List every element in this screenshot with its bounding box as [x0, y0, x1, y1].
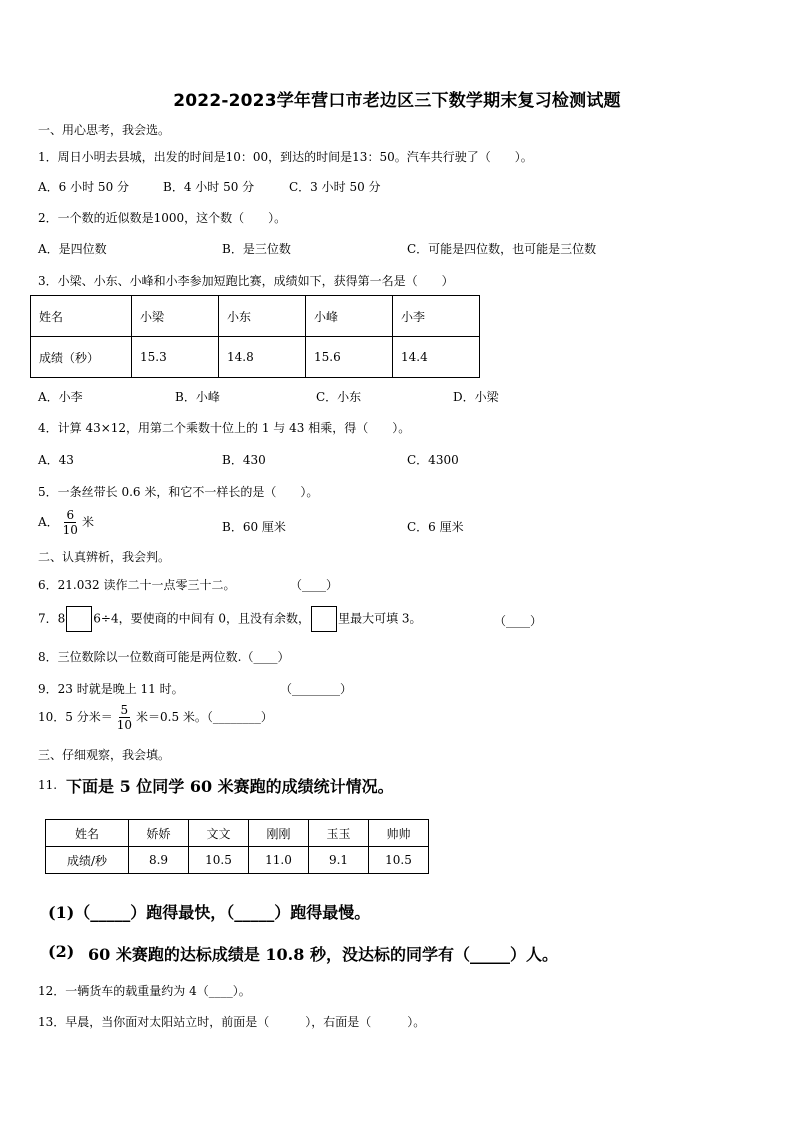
q7-middle: 6÷4，要使商的中间有 0，且没有余数， [93, 611, 311, 626]
question-2: 2．一个数的近似数是1000，这个数（ ）。 [38, 211, 287, 225]
table-cell: 8.9 [129, 847, 189, 874]
q2-option-b: B．是三位数 [222, 242, 291, 256]
q3-option-b: B．小峰 [175, 390, 220, 404]
q6-answer-paren: （____） [290, 578, 339, 592]
table-cell: 14.4 [393, 337, 480, 378]
fraction-denominator: 10 [62, 523, 78, 537]
question-13: 13．早晨，当你面对太阳站立时，前面是（ ），右面是（ ）。 [38, 1015, 426, 1029]
table-row [31, 296, 480, 337]
q5-option-c: C．6 厘米 [407, 520, 464, 534]
table-row [46, 847, 429, 874]
table-cell: 玉玉 [309, 820, 369, 847]
q9-answer-paren: （________） [280, 682, 353, 696]
question-5: 5．一条丝带长 0.6 米，和它不一样长的是（ ）。 [38, 485, 319, 499]
table-cell: 小李 [393, 296, 480, 337]
table-cell: 帅帅 [369, 820, 429, 847]
table-cell: 娇娇 [129, 820, 189, 847]
q11-score-table [45, 819, 429, 874]
q4-option-b: B．430 [222, 453, 266, 467]
table-cell: 小东 [219, 296, 306, 337]
table-cell: 姓名 [31, 296, 132, 337]
section-3-heading: 三、仔细观察，我会填。 [38, 748, 171, 762]
table-cell: 小梁 [132, 296, 219, 337]
q7-answer-paren: （____） [494, 614, 543, 628]
fraction-denominator: 10 [116, 718, 133, 732]
fraction-numerator: 5 [120, 703, 129, 717]
question-9: 9．23 时就是晚上 11 时。 [38, 682, 184, 696]
table-cell: 10.5 [369, 847, 429, 874]
table-row [46, 820, 429, 847]
table-cell: 9.1 [309, 847, 369, 874]
question-6: 6．21.032 读作二十一点零三十二。 [38, 578, 236, 592]
question-11-part-2-number: (2) [48, 942, 75, 961]
q5-option-a-unit: 米 [81, 515, 94, 529]
page-title: 2022-2023学年营口市老边区三下数学期末复习检测试题 [173, 91, 621, 111]
table-cell: 成绩（秒） [31, 337, 132, 378]
table-cell: 10.5 [189, 847, 249, 874]
blank-box [66, 606, 92, 632]
table-cell: 成绩/秒 [46, 847, 129, 874]
q5-option-a-prefix: A． [38, 515, 59, 529]
question-1: 1．周日小明去县城，出发的时间是10：00，到达的时间是13：50。汽车共行驶了（ ）。 [38, 150, 533, 164]
question-8: 8．三位数除以一位数商可能是两位数.（____） [38, 650, 290, 664]
table-cell: 15.6 [306, 337, 393, 378]
q2-option-a: A．是四位数 [38, 242, 107, 256]
question-3: 3．小梁、小东、小峰和小李参加短跑比赛，成绩如下，获得第一名是（ ） [38, 274, 454, 288]
section-1-heading: 一、用心思考，我会选。 [38, 123, 171, 137]
table-cell: 姓名 [46, 820, 129, 847]
question-11-number: 11. [38, 778, 58, 792]
question-12: 12．一辆货车的载重量约为 4（____）。 [38, 984, 251, 998]
q10-suffix: 米＝0.5 米。（________） [136, 710, 273, 724]
table-row [31, 337, 480, 378]
q7-prefix: 7．8 [38, 611, 66, 626]
table-cell: 小峰 [306, 296, 393, 337]
question-4: 4．计算 43×12，用第二个乘数十位上的 1 与 43 相乘，得（ ）。 [38, 421, 411, 435]
q4-option-a: A．43 [38, 453, 74, 467]
table-cell: 11.0 [249, 847, 309, 874]
section-2-heading: 二、认真辨析，我会判。 [38, 550, 171, 564]
q3-score-table [30, 295, 480, 378]
blank-box [311, 606, 337, 632]
q4-option-c: C．4300 [407, 453, 459, 467]
q2-option-c: C．可能是四位数，也可能是三位数 [407, 242, 597, 256]
question-11: 下面是 5 位同学 60 米赛跑的成绩统计情况。 [66, 777, 394, 796]
table-cell: 15.3 [132, 337, 219, 378]
q5-option-b: B．60 厘米 [222, 520, 286, 534]
q7-suffix: 里最大可填 3。 [338, 611, 422, 626]
fraction-numerator: 6 [66, 508, 75, 522]
question-11-part-2: 60 米赛跑的达标成绩是 10.8 秒，没达标的同学有（_____）人。 [88, 945, 558, 964]
q5-option-a [38, 508, 94, 537]
q1-option-c: C．3 小时 50 分 [289, 180, 381, 194]
table-cell: 文文 [189, 820, 249, 847]
q3-option-d: D．小梁 [453, 390, 499, 404]
table-cell: 刚刚 [249, 820, 309, 847]
q10-prefix: 10．5 分米＝ [38, 710, 113, 724]
table-cell: 14.8 [219, 337, 306, 378]
question-10 [38, 703, 273, 732]
fraction [115, 703, 134, 732]
question-7 [38, 606, 422, 632]
q1-option-b: B．4 小时 50 分 [163, 180, 255, 194]
q3-option-a: A．小李 [38, 390, 83, 404]
q1-option-a: A．6 小时 50 分 [38, 180, 130, 194]
q3-option-c: C．小东 [316, 390, 362, 404]
question-11-part-1: (1)（_____）跑得最快，（_____）跑得最慢。 [48, 903, 371, 922]
fraction [61, 508, 80, 537]
